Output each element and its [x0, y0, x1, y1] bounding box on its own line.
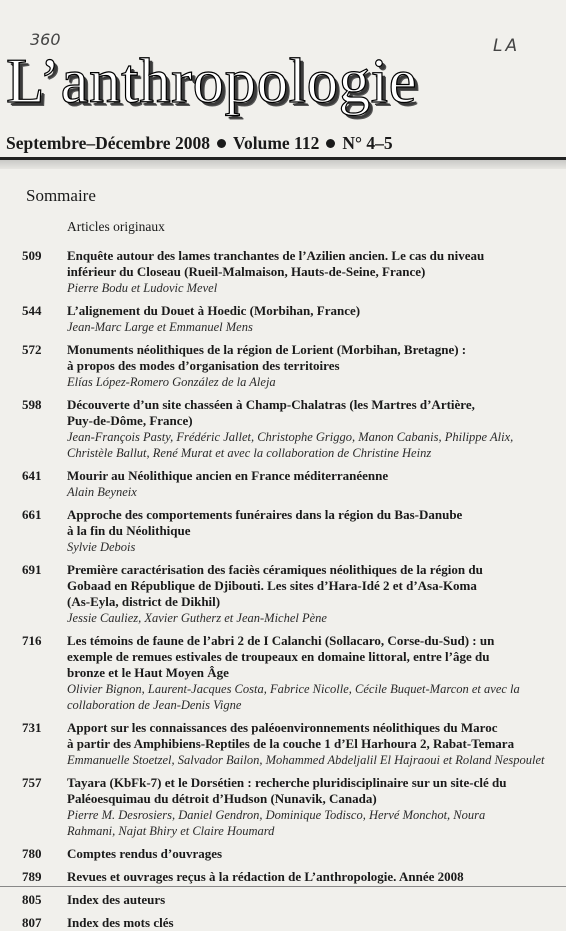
toc-title-line: à partir des Amphibiens-Reptiles de la couche 1 d’El Harhoura 2, Rabat-Temara	[67, 736, 515, 751]
toc-authors-line: Christèle Ballut, René Murat et avec la collaboration de Christine Heinz	[67, 446, 432, 460]
toc-title-line: Tayara (KbFk-7) et le Dorsétien : recherche pluridisciplinaire sur un site-clé du	[67, 775, 507, 790]
toc-title-line: Apport sur les connaissances des paléoenvironnements néolithiques du Maroc	[67, 720, 498, 735]
header-shade	[0, 160, 566, 169]
toc-title-line: bronze et le Haut Moyen Âge	[67, 665, 229, 680]
toc-page-number: 544	[22, 303, 42, 318]
section-heading: Articles originaux	[67, 219, 165, 234]
toc-page-number: 598	[22, 397, 42, 412]
toc-title-line: Index des mots clés	[67, 915, 174, 930]
toc-entry	[0, 633, 566, 713]
toc-title-line: Monuments néolithiques de la région de Lorient (Morbihan, Bretagne) :	[67, 342, 467, 357]
toc-entry	[0, 507, 566, 555]
toc-page-number: 661	[22, 507, 42, 522]
toc-authors-line: Olivier Bignon, Laurent-Jacques Costa, Fabrice Nicolle, Cécile Buquet-Marcon et avec la	[67, 682, 520, 696]
toc-authors-line: Pierre M. Desrosiers, Daniel Gendron, Dominique Todisco, Hervé Monchot, Noura	[67, 808, 486, 822]
toc-entry-body	[67, 775, 560, 839]
toc-authors-line: collaboration de Jean-Denis Vigne	[67, 698, 242, 712]
toc-entry	[0, 303, 566, 335]
issue-line	[6, 133, 393, 154]
toc-title-line: (As-Eyla, district de Dikhil)	[67, 594, 221, 609]
toc-title-line: Découverte d’un site chasséen à Champ-Chalatras (les Martres d’Artière,	[67, 397, 475, 412]
toc-title-line: Comptes rendus d’ouvrages	[67, 846, 223, 861]
toc-authors-line: Jessie Cauliez, Xavier Gutherz et Jean-Michel Pène	[67, 611, 327, 625]
contents-heading: Sommaire	[26, 186, 96, 205]
toc-authors-line: Pierre Bodu et Ludovic Mevel	[67, 281, 218, 295]
bullet-dot-icon	[326, 139, 335, 148]
toc-entry-body	[67, 397, 560, 461]
toc-title-line: exemple de remues estivales de troupeaux en domaine littoral, entre l’âge du	[67, 649, 490, 664]
journal-title: L’anthropologie	[6, 46, 418, 116]
toc-entry-body	[67, 562, 560, 626]
toc-entry	[0, 915, 566, 931]
toc-page-number: 805	[22, 892, 42, 907]
toc-title-line: Les témoins de faune de l’abri 2 de I Calanchi (Sollacaro, Corse-du-Sud) : un	[67, 633, 495, 648]
toc-entry	[0, 342, 566, 390]
toc-entry	[0, 892, 566, 908]
toc-entry	[0, 869, 566, 885]
table-of-contents	[0, 248, 566, 931]
toc-authors-line: Emmanuelle Stoetzel, Salvador Bailon, Mohammed Abdeljalil El Hajraoui et Roland Nespoulet	[67, 753, 545, 767]
toc-entry-body	[67, 915, 560, 931]
toc-entry-body	[67, 892, 560, 908]
toc-entry-body	[67, 846, 560, 862]
toc-entry	[0, 397, 566, 461]
toc-entry-body	[67, 507, 560, 555]
toc-entry-body	[67, 248, 560, 296]
issue-volume: Volume 112	[232, 133, 320, 153]
toc-authors-line: Alain Beyneix	[67, 485, 137, 499]
toc-authors-line: Jean-Marc Large et Emmanuel Mens	[67, 320, 253, 334]
toc-title-line: Approche des comportements funéraires dans la région du Bas-Danube	[67, 507, 463, 522]
handwritten-note-la: LA	[493, 36, 521, 56]
footer-rule	[0, 886, 566, 887]
toc-entry-body	[67, 720, 560, 768]
toc-authors-line: Sylvie Debois	[67, 540, 136, 554]
toc-entry-body	[67, 303, 560, 335]
toc-title-line: Mourir au Néolithique ancien en France méditerranéenne	[67, 468, 389, 483]
toc-entry	[0, 846, 566, 862]
toc-page-number: 716	[22, 633, 42, 648]
toc-title-line: Index des auteurs	[67, 892, 166, 907]
toc-page-number: 789	[22, 869, 42, 884]
toc-page-number: 509	[22, 248, 42, 263]
toc-title-line: inférieur du Closeau (Rueil-Malmaison, Hauts-de-Seine, France)	[67, 264, 426, 279]
toc-entry	[0, 562, 566, 626]
toc-page-number: 641	[22, 468, 42, 483]
toc-title-line: Paléoesquimau du détroit d’Hudson (Nunavik, Canada)	[67, 791, 377, 806]
toc-page-number: 691	[22, 562, 42, 577]
toc-entry	[0, 248, 566, 296]
toc-title-line: L’alignement du Douet à Hoedic (Morbihan, France)	[67, 303, 361, 318]
toc-page-number: 780	[22, 846, 42, 861]
toc-page-number: 731	[22, 720, 42, 735]
issue-date: Septembre–Décembre 2008	[6, 133, 210, 153]
toc-title-line: à la fin du Néolithique	[67, 523, 191, 538]
toc-title-line: à propos des modes d’organisation des territoires	[67, 358, 340, 373]
toc-title-line: Gobaad en République de Djibouti. Les sites d’Hara-Idé 2 et d’Asa-Koma	[67, 578, 477, 593]
handwritten-note-360: 360	[30, 30, 61, 49]
toc-page-number: 572	[22, 342, 42, 357]
toc-page-number: 807	[22, 915, 42, 930]
toc-entry-body	[67, 342, 560, 390]
toc-entry	[0, 775, 566, 839]
issue-number: N° 4–5	[342, 133, 393, 153]
toc-title-line: Première caractérisation des faciès céramiques néolithiques de la région du	[67, 562, 483, 577]
bullet-dot-icon	[217, 139, 226, 148]
toc-title-line: Revues et ouvrages reçus à la rédaction de L’anthropologie. Année 2008	[67, 869, 464, 884]
toc-entry-body	[67, 869, 560, 885]
toc-page-number: 757	[22, 775, 42, 790]
toc-entry-body	[67, 633, 560, 713]
toc-authors-line: Rahmani, Najat Bhiry et Claire Houmard	[67, 824, 275, 838]
toc-title-line: Enquête autour des lames tranchantes de l’Azilien ancien. Le cas du niveau	[67, 248, 485, 263]
toc-entry-body	[67, 468, 560, 500]
toc-entry	[0, 468, 566, 500]
toc-entry	[0, 720, 566, 768]
toc-authors-line: Elías López-Romero González de la Aleja	[67, 375, 276, 389]
toc-authors-line: Jean-François Pasty, Frédéric Jallet, Christophe Griggo, Manon Cabanis, Philippe Alix,	[67, 430, 514, 444]
toc-title-line: Puy-de-Dôme, France)	[67, 413, 193, 428]
